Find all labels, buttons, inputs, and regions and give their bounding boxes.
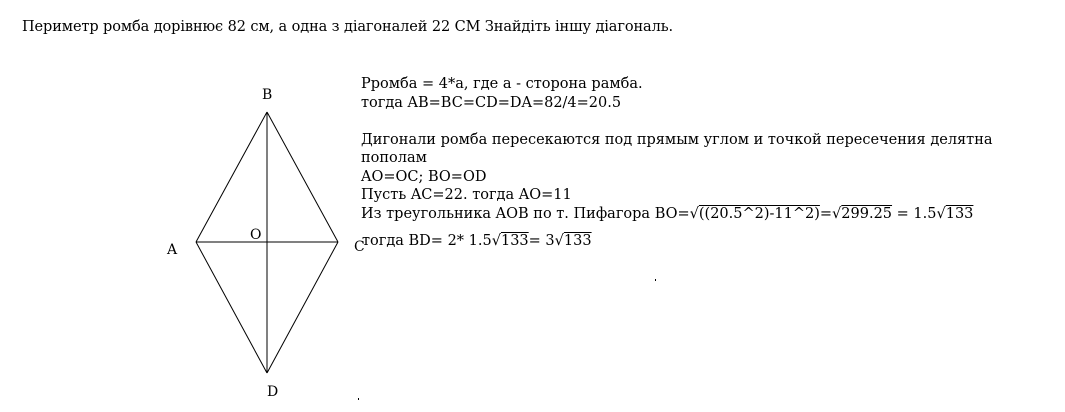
side-da bbox=[196, 242, 267, 373]
side-cd bbox=[267, 242, 338, 373]
vertex-label-c: C bbox=[354, 239, 365, 255]
diagonals-property-line-2: пополам bbox=[361, 150, 427, 166]
perimeter-formula-line: Pромба = 4*a, где a - сторона рамба. bbox=[361, 76, 643, 92]
vertex-label-a: A bbox=[167, 242, 178, 258]
vertex-label-d: D bbox=[267, 384, 279, 400]
pythagoras-line: Из треугольника AOB по т. Пифагора BO=√((20.5^2)-11^2)=√299.25 = 1.5√133 bbox=[361, 205, 974, 222]
center-label-o: O bbox=[250, 227, 262, 243]
stray-dot-2 bbox=[358, 398, 359, 400]
solution-text bbox=[361, 75, 993, 251]
halves-equality-line: AO=OC; BO=OD bbox=[361, 168, 487, 185]
side-length-line: тогда AB=BC=CD=DA=82/4=20.5 bbox=[361, 94, 622, 111]
stray-dot bbox=[655, 279, 656, 281]
side-ab bbox=[196, 112, 267, 242]
side-bc bbox=[267, 112, 338, 242]
vertex-label-b: B bbox=[262, 87, 273, 103]
answer-line: тогда BD= 2* 1.5√133= 3√133 bbox=[362, 233, 592, 249]
given-diagonal-line: Пусть AC=22. тогда AO=11 bbox=[361, 187, 572, 203]
problem-statement: Периметр ромба дорівнює 82 см, а одна з діагоналей 22 СМ Знайдіть іншу діагональ. bbox=[22, 19, 674, 35]
diagonals-property-line: Дигонали ромба пересекаются под прямым углом и точкой пересечения делятна bbox=[361, 131, 993, 148]
